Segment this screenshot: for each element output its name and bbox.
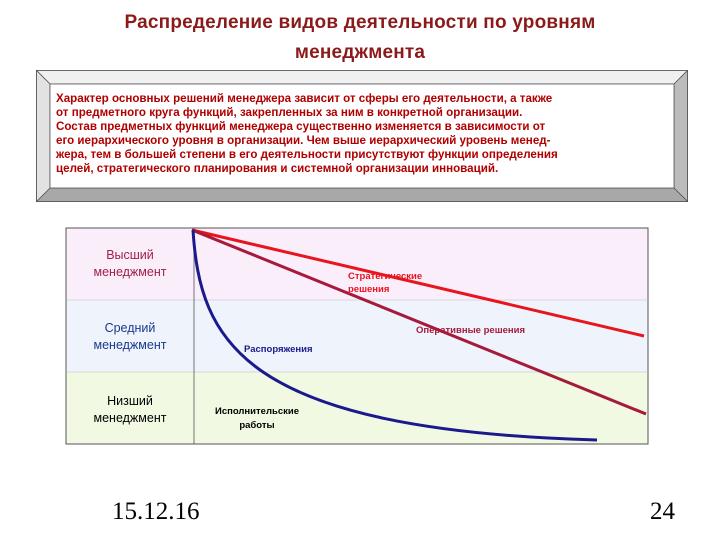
level-bottom	[66, 393, 194, 427]
description-line: его иерархического уровня в организации. Чем выше иерархический уровень менед-	[56, 134, 551, 147]
level-middle-line2: менеджмент	[93, 338, 167, 352]
description-line: от предметного круга функций, закрепленных за ним в конкретной организации.	[56, 106, 523, 119]
title-line-2: менеджмента	[294, 42, 426, 63]
level-top-line1: Высший	[106, 248, 154, 262]
level-middle-line1: Средний	[104, 321, 156, 335]
label-strategic-line2: решения	[348, 284, 390, 295]
level-top-line2: менеджмент	[93, 265, 167, 279]
level-bottom-line1: Низший	[107, 394, 153, 408]
description-line: жера, тем в большей степени в его деятельности присутствуют функции определения	[56, 148, 558, 161]
level-middle	[66, 320, 194, 354]
label-orders: Распоряжения	[244, 344, 313, 355]
label-strategic-line1: Стратегические	[348, 271, 423, 282]
footer-date: 15.12.16	[112, 498, 200, 525]
level-bottom-line2: менеджмент	[93, 411, 167, 425]
description-line: Состав предметных функций менеджера существенно изменяется в зависимости от	[56, 120, 546, 133]
title-line-1: Распределение видов деятельности по уровням	[124, 12, 596, 33]
description-line: Характер основных решений менеджера зависит от сферы его деятельности, а также	[56, 92, 553, 105]
level-top	[66, 247, 194, 281]
label-executive-line1: Исполнительские	[214, 406, 300, 417]
page-number: 24	[650, 498, 675, 525]
label-executive-line2: работы	[239, 420, 275, 431]
description-line: целей, стратегического планирования и системной организации инноваций.	[56, 162, 499, 175]
label-operative: Оперативные решения	[416, 325, 526, 336]
